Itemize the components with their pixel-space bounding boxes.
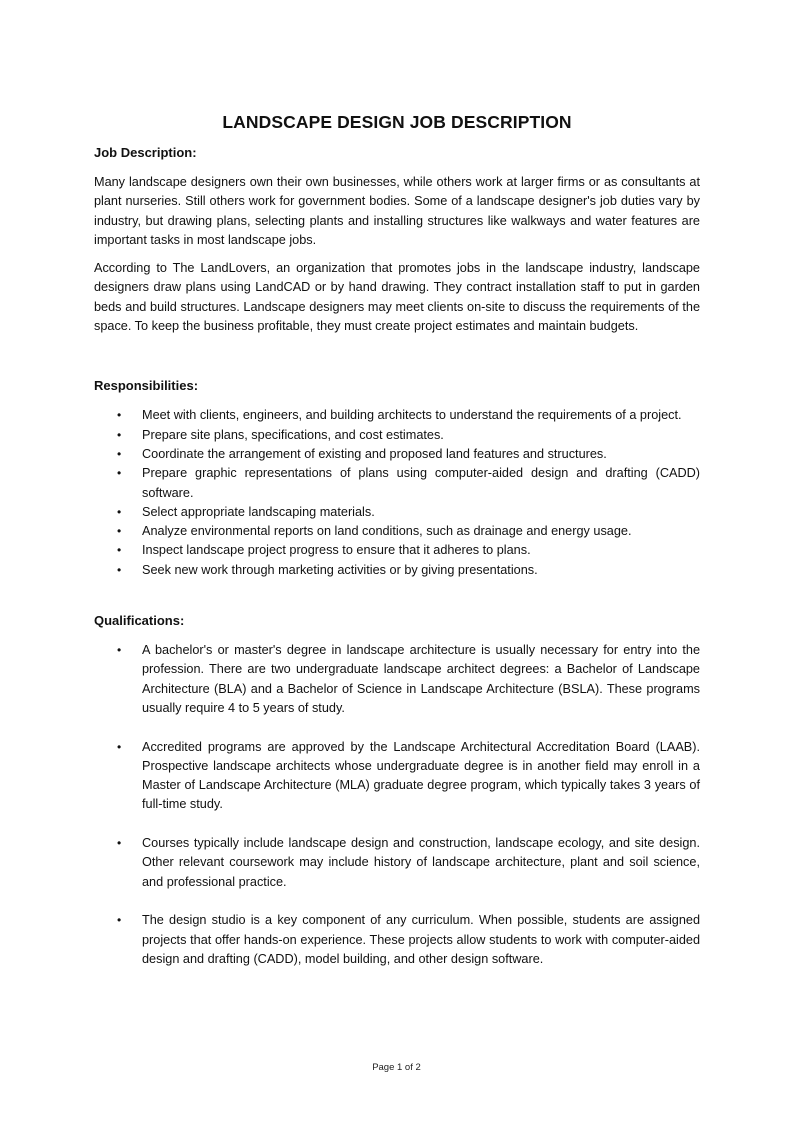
list-item-text: Courses typically include landscape design and construction, landscape ecology, and site design. Other relevant coursework may include history of landscape architecture, plant and soil science, and professional practice. [142,836,700,889]
bullet-icon: • [117,408,122,423]
list-item-text: Prepare graphic representations of plans using computer-aided design and drafting (CADD) software. [142,466,700,500]
list-item-text: Inspect landscape project progress to ensure that it adheres to plans. [142,543,531,558]
bullet-icon: • [117,504,122,519]
bullet-icon: • [117,836,122,851]
list-item-text: The design studio is a key component of any curriculum. When possible, students are assigned projects that offer hands-on experience. These projects allow students to work with computer-aided design and drafting (CADD), model building, and other design software. [142,913,700,966]
list-item-text: Meet with clients, engineers, and building architects to understand the requirements of a project. [142,408,682,423]
list-item [94,738,700,815]
section-spacer [94,345,700,376]
list-item [94,426,700,445]
qualifications-heading: Qualifications: [94,613,185,629]
list-item-text: Accredited programs are approved by the Landscape Architectural Accreditation Board (LAAB). Prospective landscape architects whose undergraduate degree is in another field may enroll in a Master of Landscape Architecture (MLA) graduate degree program, which typically takes 3 years of full-time study. [142,739,700,812]
document-title: LANDSCAPE DESIGN JOB DESCRIPTION [222,112,572,132]
list-item [94,406,700,425]
list-item [94,911,700,969]
list-item-text: Seek new work through marketing activities or by giving presentations. [142,562,538,577]
bullet-icon: • [117,466,122,481]
document-page [94,112,700,988]
list-item [94,522,700,541]
job-description-heading: Job Description: [94,145,197,160]
qualifications-list [94,641,700,969]
bullet-icon: • [117,524,122,539]
job-description-paragraph-2: According to The LandLovers, an organization that promotes jobs in the landscape industry, landscape designers draw plans using LandCAD or by hand drawing. They contract installation staff to put in garden beds and build structures. Landscape designers may meet clients on-site to discuss the requirements of the space. To keep the business profitable, they must create project estimates and maintain budgets. [94,261,700,334]
list-item [94,541,700,560]
bullet-icon: • [117,543,122,558]
responsibilities-list [94,406,700,580]
list-item-text: Analyze environmental reports on land conditions, such as drainage and energy usage. [142,524,632,539]
list-item [94,445,700,464]
responsibilities-heading: Responsibilities: [94,378,199,394]
bullet-icon: • [117,446,122,461]
bullet-icon: • [117,427,122,442]
list-item [94,641,700,718]
bullet-icon: • [117,739,122,754]
bullet-icon: • [117,643,122,658]
page-footer: Page 1 of 2 [372,1062,421,1073]
list-item [94,464,700,503]
list-item [94,834,700,892]
list-item-text: Prepare site plans, specifications, and cost estimates. [142,427,444,442]
list-item [94,503,700,522]
list-item-text: Coordinate the arrangement of existing and proposed land features and structures. [142,446,607,461]
job-description-paragraph-1: Many landscape designers own their own businesses, while others work at larger firms or as consultants at plant nurseries. Still others work for government bodies. Some of a landscape designer's job duties vary by industry, but drawing plans, selecting plants and installing structures like walkways and water features are important tasks in most landscape jobs. [94,175,700,247]
section-spacer [94,580,700,611]
list-item [94,561,700,580]
bullet-icon: • [117,562,122,577]
list-item-text: A bachelor's or master's degree in landscape architecture is usually necessary for entry into the profession. There are two undergraduate landscape architect degrees: a Bachelor of Landscape Architecture (BLA) and a Bachelor of Science in Landscape Architecture (BSLA). These programs usually require 4 to 5 years of study. [142,643,700,715]
list-item-text: Select appropriate landscaping materials. [142,504,375,519]
bullet-icon: • [117,913,122,928]
